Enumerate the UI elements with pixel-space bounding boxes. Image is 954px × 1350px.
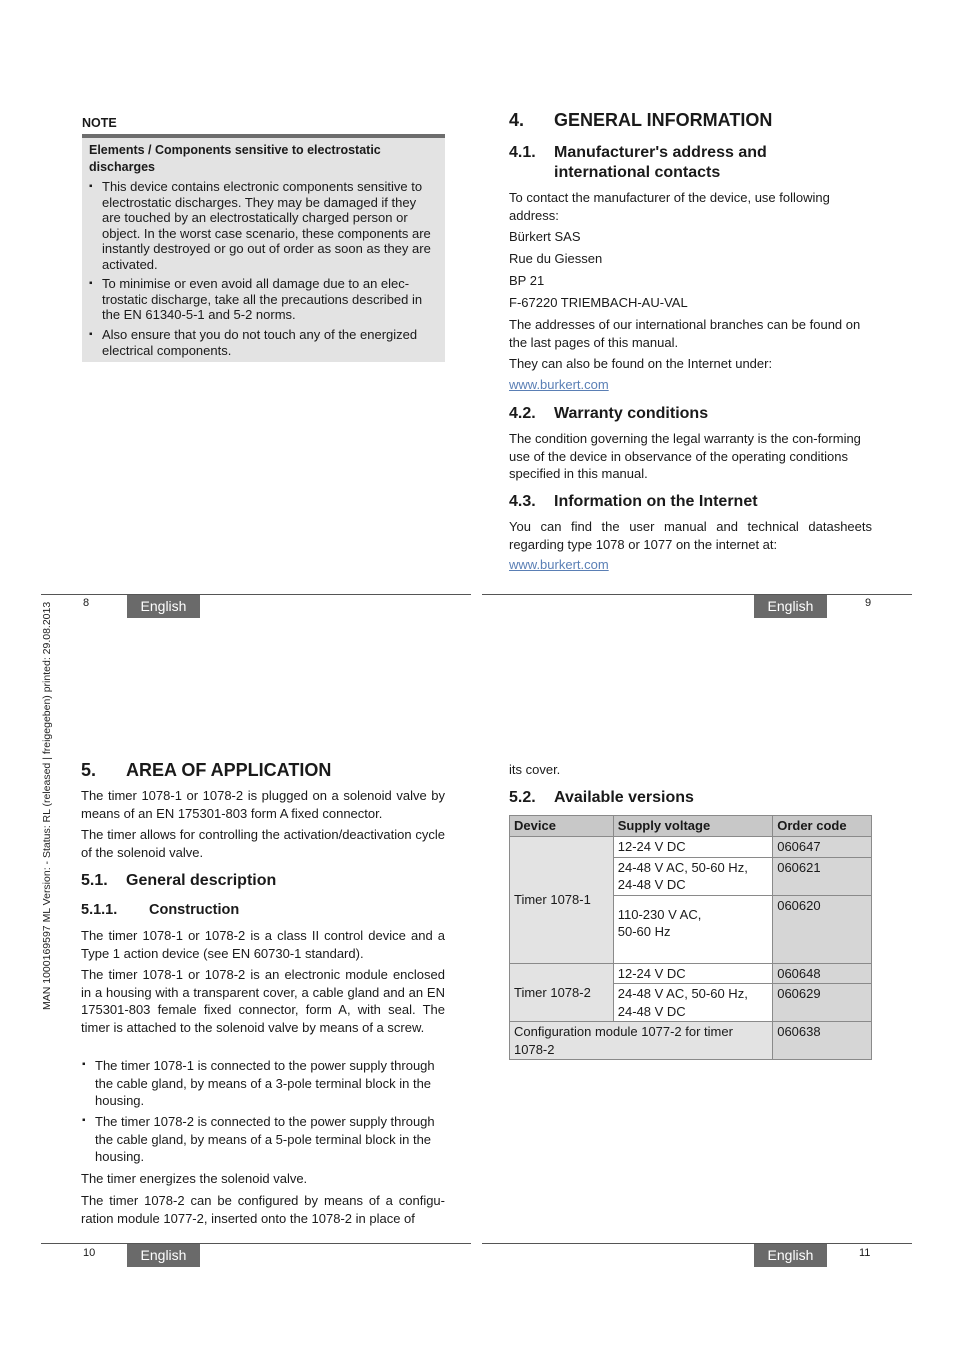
order-code-cell: 060621 bbox=[773, 857, 872, 895]
page-number: 11 bbox=[859, 1247, 871, 1259]
voltage-cell: 12-24 V DC bbox=[613, 836, 772, 857]
language-tab: English bbox=[754, 595, 827, 618]
internet-intro: They can also be found on the Internet under: bbox=[509, 356, 773, 371]
note-item: This device contains electronic components sensitive to electrostatic discharges. They may be damaged if they are touched by an electrostatically charged person or object. In the worst case scenario, these components are instantly destroyed or go out of order as soon as they are activated. bbox=[102, 179, 431, 272]
subsubsection-heading: 5.1.1. Construction bbox=[81, 902, 240, 918]
warranty-text: The condition governing the legal warranty is the con-forming use of the device in observance of the operating conditions specified in this manual. bbox=[509, 431, 861, 481]
language-tab: English bbox=[754, 1244, 827, 1267]
device-cell: Configuration module 1077-2 for timer 1078-2 bbox=[510, 1022, 773, 1060]
note-item: Also ensure that you do not touch any of the energized electrical components. bbox=[102, 327, 418, 358]
paragraph: The timer 1078-1 or 1078-2 is an electronic module enclosed in a housing with a transparent cover, a cable gland and an EN 175301-803 female fixed connector, form A, with seal. The timer is attached to the solenoid valve by means of a screw. bbox=[81, 967, 445, 1035]
versions-table bbox=[509, 815, 872, 1060]
bullet-icon: ▪ bbox=[89, 278, 93, 289]
order-code-cell: 060647 bbox=[773, 836, 872, 857]
contact-intro: To contact the manufacturer of the device, use following address: bbox=[509, 190, 830, 223]
address-line: F-67220 TRIEMBACH-AU-VAL bbox=[509, 295, 688, 310]
table-row bbox=[510, 963, 872, 984]
paragraph: The timer allows for controlling the activation/deactivation cycle of the solenoid valve. bbox=[81, 827, 445, 860]
order-code-cell: 060638 bbox=[773, 1022, 872, 1060]
subsection-heading: 5.1. General description bbox=[81, 872, 277, 889]
footer-rule bbox=[41, 1243, 471, 1244]
language-tab: English bbox=[127, 1244, 200, 1267]
website-link[interactable]: www.burkert.com bbox=[509, 377, 609, 392]
address-line: Rue du Giessen bbox=[509, 251, 603, 266]
column-header: Order code bbox=[773, 816, 872, 837]
order-code-cell: 060629 bbox=[773, 984, 872, 1022]
bullet-icon: ▪ bbox=[89, 181, 93, 192]
page-number: 10 bbox=[83, 1247, 96, 1259]
voltage-cell: 110-230 V AC, 50-60 Hz bbox=[613, 895, 772, 963]
continued-text: its cover. bbox=[509, 762, 561, 777]
address-line: BP 21 bbox=[509, 273, 545, 288]
subsection-heading: 4.2. Warranty conditions bbox=[509, 405, 709, 422]
voltage-cell: 24-48 V AC, 50-60 Hz, 24-48 V DC bbox=[613, 984, 772, 1022]
footer-rule bbox=[482, 1243, 912, 1244]
subsection-heading: 4.1. Manufacturer's address and bbox=[509, 144, 767, 161]
note-box bbox=[82, 138, 445, 362]
branches-text: The addresses of our international branches can be found on the last pages of this manual. bbox=[509, 317, 861, 350]
bullet-icon: ▪ bbox=[82, 1059, 86, 1070]
bullet-icon: ▪ bbox=[89, 329, 93, 340]
paragraph: The timer energizes the solenoid valve. bbox=[81, 1171, 308, 1186]
device-cell: Timer 1078-2 bbox=[510, 963, 614, 1022]
voltage-cell: 12-24 V DC bbox=[613, 963, 772, 984]
note-title: NOTE bbox=[82, 116, 117, 130]
subsection-heading-line2: international contacts bbox=[554, 164, 721, 181]
table-row bbox=[510, 836, 872, 857]
bullet-item: The timer 1078-1 is connected to the power supply through the cable gland, by means of a 3-pole terminal block in the housing. bbox=[95, 1058, 435, 1108]
paragraph: The timer 1078-2 can be configured by means of a configu-ration module 1077-2, inserted onto the 1078-2 in place of bbox=[81, 1193, 445, 1226]
page-number: 9 bbox=[865, 597, 872, 609]
document-id-text: MAN 1000169597 ML Version: - Status: RL (released | freigegeben) printed: 29.08.2013 bbox=[41, 601, 53, 1010]
section-heading: 4. GENERAL INFORMATION bbox=[509, 110, 773, 130]
language-tab: English bbox=[127, 595, 200, 618]
website-link[interactable]: www.burkert.com bbox=[509, 557, 609, 572]
order-code-cell: 060648 bbox=[773, 963, 872, 984]
page-number: 8 bbox=[83, 597, 90, 609]
bullet-icon: ▪ bbox=[82, 1115, 86, 1126]
note-item: To minimise or even avoid all damage due to an elec-trostatic discharge, take all the precautions described in the EN 61340-5-1 and 5-2 norms. bbox=[102, 276, 423, 322]
column-header: Supply voltage bbox=[613, 816, 772, 837]
table-row bbox=[510, 1022, 872, 1060]
address-line: Bürkert SAS bbox=[509, 229, 581, 244]
footer-rule bbox=[41, 594, 471, 595]
voltage-cell: 24-48 V AC, 50-60 Hz, 24-48 V DC bbox=[613, 857, 772, 895]
subsection-heading: 4.3. Information on the Internet bbox=[509, 493, 758, 510]
internet-text: You can find the user manual and technical datasheets regarding type 1078 or 1077 on the internet at: bbox=[509, 519, 872, 552]
device-cell: Timer 1078-1 bbox=[510, 836, 614, 963]
section-heading: 5. AREA OF APPLICATION bbox=[81, 760, 332, 780]
order-code-cell: 060620 bbox=[773, 895, 872, 963]
footer-rule bbox=[482, 594, 912, 595]
subsection-heading: 5.2. Available versions bbox=[509, 789, 694, 806]
bullet-item: The timer 1078-2 is connected to the power supply through the cable gland, by means of a 5-pole terminal block in the housing. bbox=[95, 1114, 435, 1164]
note-heading: Elements / Components sensitive to electrostatic discharges bbox=[89, 143, 381, 174]
table-header-row bbox=[510, 816, 872, 837]
paragraph: The timer 1078-1 or 1078-2 is plugged on a solenoid valve by means of an EN 175301-803 form A fixed connector. bbox=[81, 788, 445, 821]
column-header: Device bbox=[510, 816, 614, 837]
paragraph: The timer 1078-1 or 1078-2 is a class II control device and a Type 1 action device (see EN 60730-1 standard). bbox=[81, 928, 445, 961]
